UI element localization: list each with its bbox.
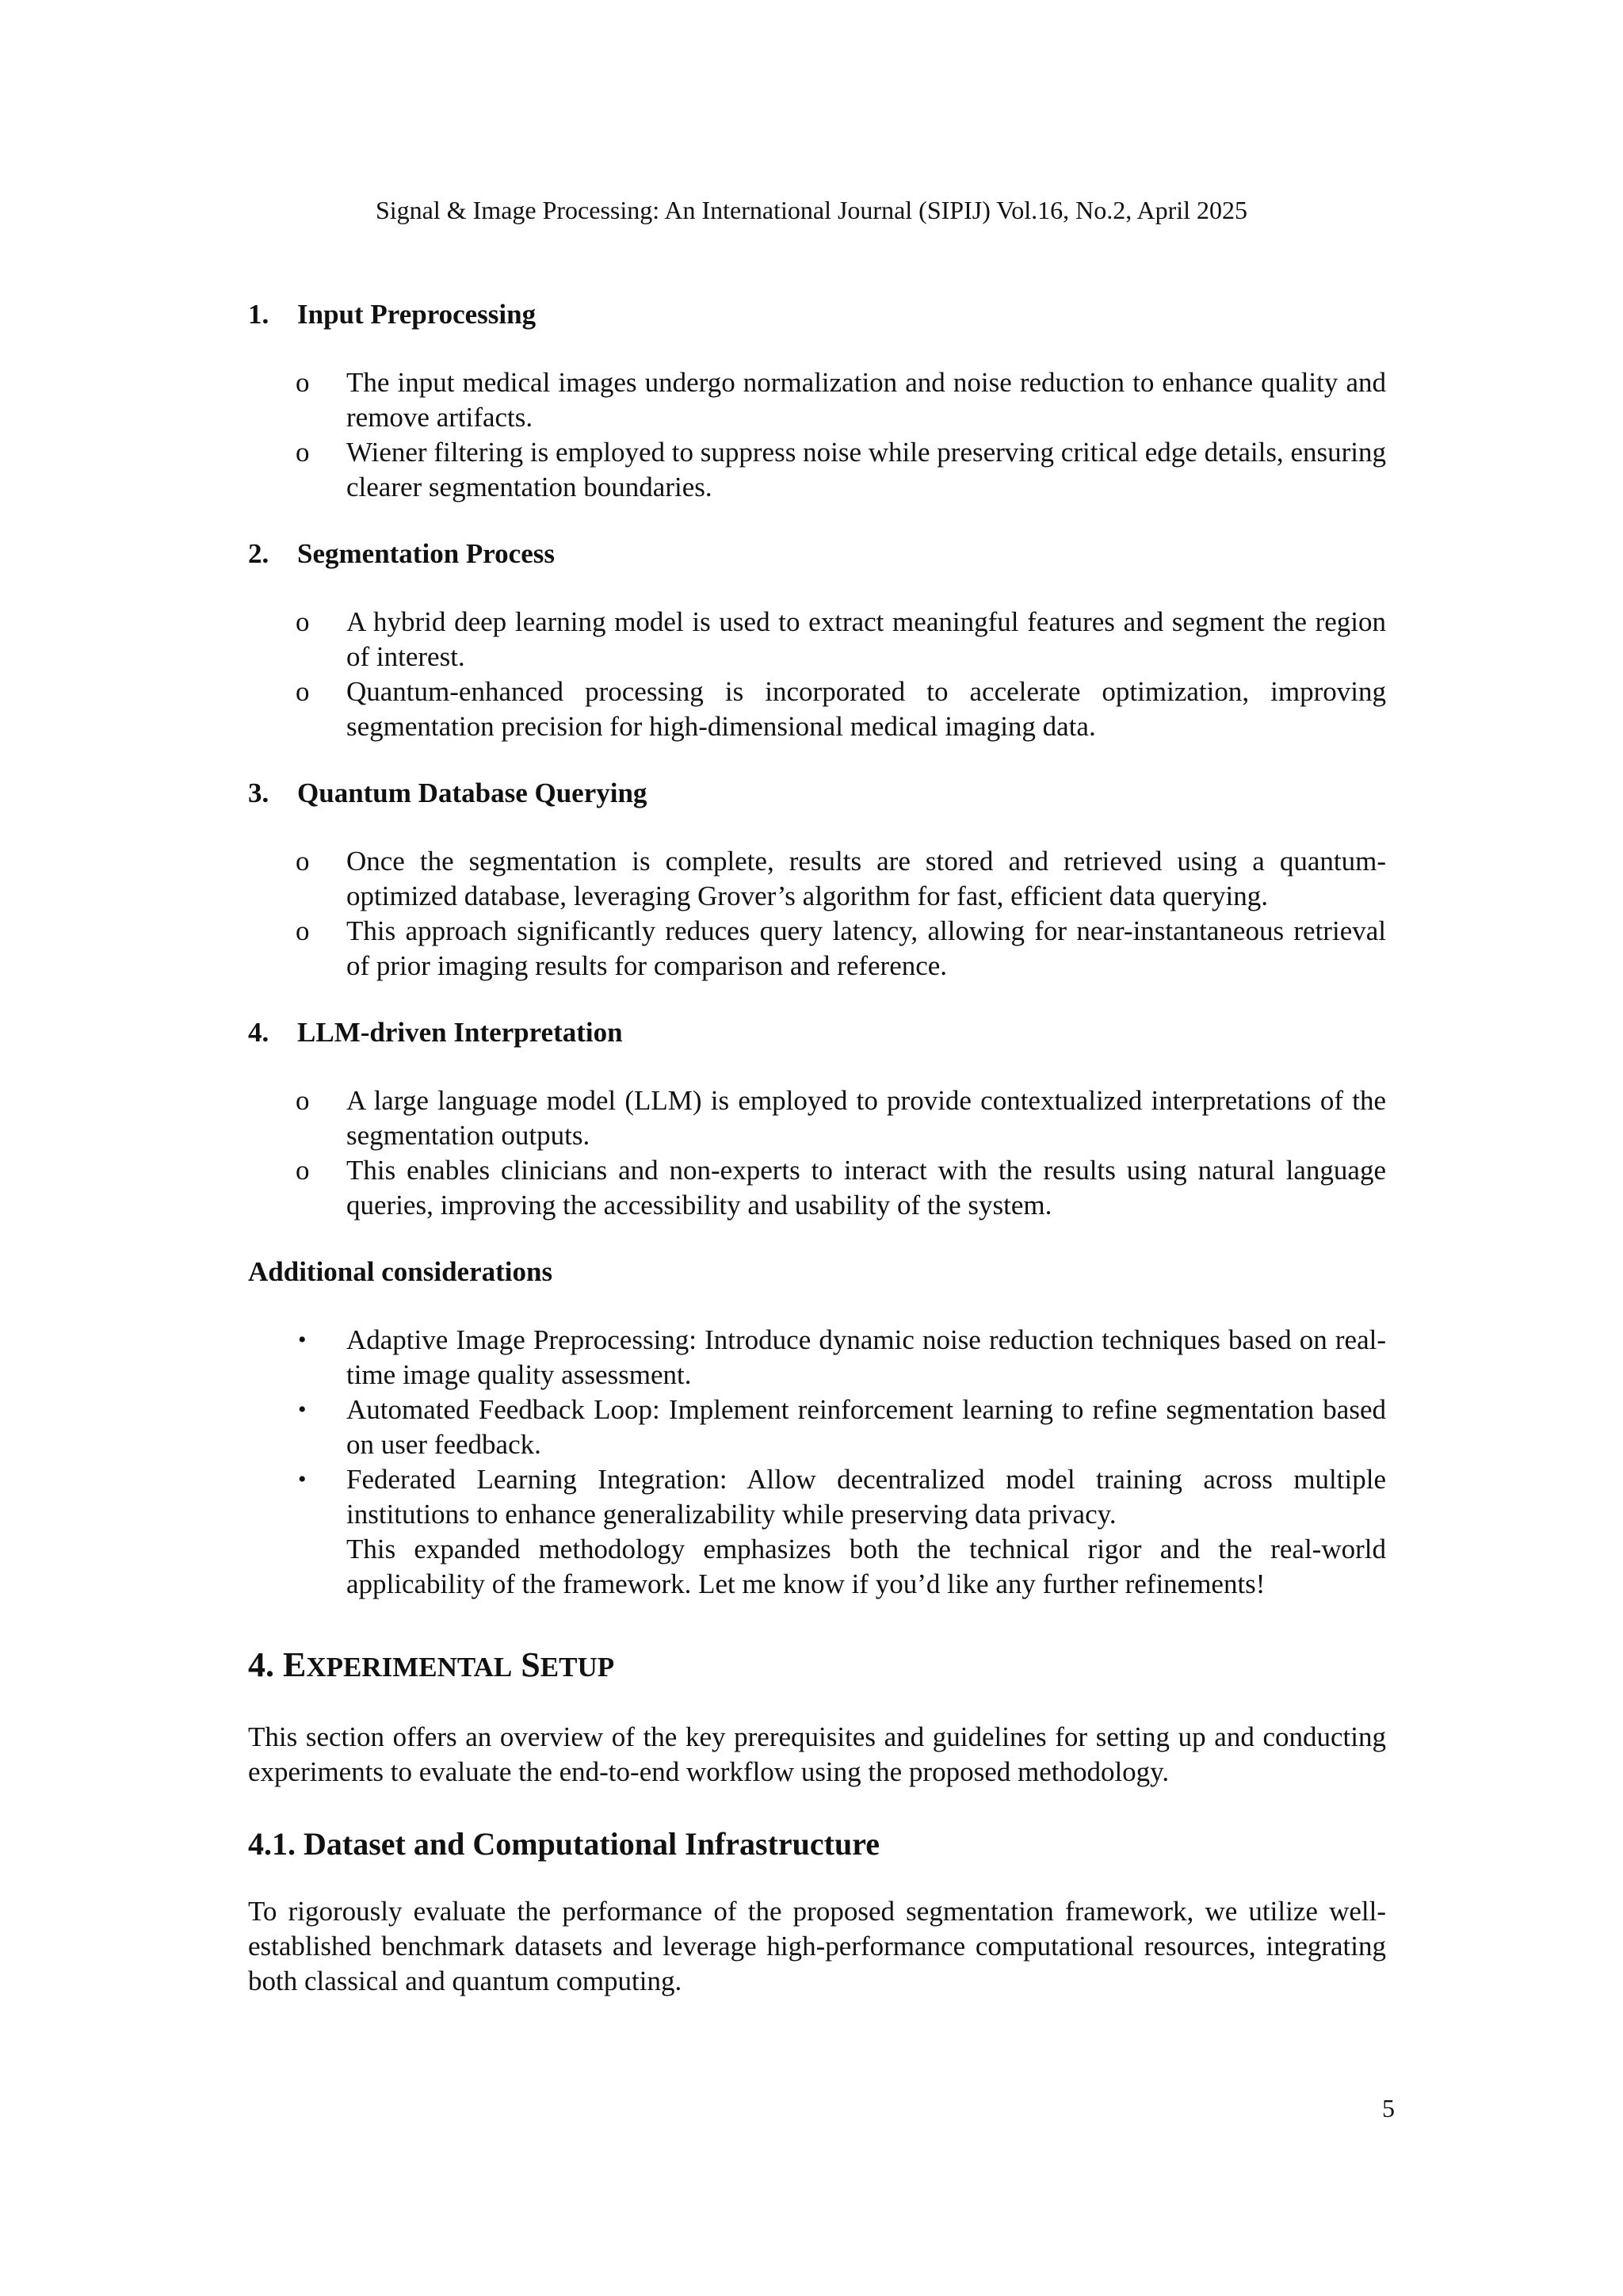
section-heading: 4. EXPERIMENTAL SETUP: [248, 1645, 615, 1684]
list-item: o Wiener filtering is employed to suppress noise while preserving critical edge details, ensuring clearer segmentation boundaries.: [296, 437, 1386, 502]
subsection-heading: 4.1. Dataset and Computational Infrastructure: [248, 1826, 880, 1862]
hollow-bullet-icon: o: [296, 437, 310, 468]
step-bullet-list: [248, 1083, 1386, 1223]
subsection-body: To rigorously evaluate the performance of the proposed segmentation framework, we utilize well-established benchmark datasets and leverage high-performance computational resources, integrating both classical and quantum computing.: [248, 1896, 1386, 1996]
step-bullet-list: [248, 844, 1386, 984]
step-title: LLM-driven Interpretation: [297, 1017, 623, 1048]
step-heading: [248, 1015, 1386, 1050]
step-segmentation-process: [248, 537, 1386, 744]
additional-considerations: [248, 1255, 1386, 1602]
step-heading: [248, 537, 1386, 571]
running-header: Signal & Image Processing: An International Journal (SIPIJ) Vol.16, No.2, April 2025: [375, 196, 1248, 224]
step-number: 2.: [248, 538, 269, 569]
list-item: • Adaptive Image Preprocessing: Introduce dynamic noise reduction techniques based on real-time image quality assessment.: [298, 1324, 1386, 1390]
hollow-bullet-icon: o: [296, 606, 310, 637]
hollow-bullet-icon: o: [296, 676, 310, 707]
page-number: 5: [1382, 2094, 1395, 2122]
step-heading: [248, 297, 1386, 332]
list-item: o Once the segmentation is complete, results are stored and retrieved using a quantum-optimized database, leveraging Grover’s algorithm for fast, efficient data querying.: [296, 846, 1386, 911]
section-intro: This section offers an overview of the key prerequisites and guidelines for setting up and conducting experiments to evaluate the end-to-end workflow using the proposed methodology.: [248, 1721, 1386, 1787]
step-llm-driven-interpretation: [248, 1015, 1386, 1223]
list-item: • Automated Feedback Loop: Implement reinforcement learning to refine segmentation based on user feedback.: [298, 1394, 1386, 1460]
list-item: o Quantum-enhanced processing is incorporated to accelerate optimization, improving segmentation precision for high-dimensional medical imaging data.: [296, 676, 1386, 742]
step-number: 3.: [248, 777, 269, 808]
solid-bullet-icon: •: [298, 1327, 307, 1353]
list-item: o This approach significantly reduces query latency, allowing for near-instantaneous retrieval of prior imaging results for comparison and reference.: [296, 915, 1386, 981]
hollow-bullet-icon: o: [296, 915, 310, 946]
step-heading: [248, 776, 1386, 811]
hollow-bullet-icon: o: [296, 846, 310, 877]
list-item: • Federated Learning Integration: Allow decentralized model training across multiple institutions to enhance generalizability while preserving data privacy.: [298, 1464, 1386, 1530]
solid-bullet-icon: •: [298, 1396, 307, 1423]
step-title: Quantum Database Querying: [297, 777, 647, 808]
additional-bullet-list: [248, 1323, 1386, 1532]
step-bullet-list: [248, 365, 1386, 505]
closing-paragraph: This expanded methodology emphasizes both the technical rigor and the real-world applicability of the framework. Let me know if you’d like any further refinements!: [346, 1534, 1386, 1599]
hollow-bullet-icon: o: [296, 1085, 310, 1116]
additional-heading: Additional considerations: [248, 1256, 553, 1287]
list-item: o This enables clinicians and non-experts to interact with the results using natural language queries, improving the accessibility and usability of the system.: [296, 1155, 1386, 1221]
step-title: Segmentation Process: [297, 538, 555, 569]
list-item: o A large language model (LLM) is employed to provide contextualized interpretations of the segmentation outputs.: [296, 1085, 1386, 1151]
list-item: o A hybrid deep learning model is used to extract meaningful features and segment the region of interest.: [296, 606, 1386, 672]
step-input-preprocessing: [248, 297, 1386, 505]
hollow-bullet-icon: o: [296, 1155, 310, 1186]
step-number: 1.: [248, 299, 269, 330]
main-content: [248, 297, 1386, 1999]
step-quantum-database-querying: [248, 776, 1386, 984]
list-item: o The input medical images undergo normalization and noise reduction to enhance quality and remove artifacts.: [296, 367, 1386, 433]
solid-bullet-icon: •: [298, 1466, 307, 1492]
step-title: Input Preprocessing: [297, 299, 537, 330]
hollow-bullet-icon: o: [296, 367, 310, 398]
step-number: 4.: [248, 1017, 269, 1048]
step-bullet-list: [248, 605, 1386, 744]
